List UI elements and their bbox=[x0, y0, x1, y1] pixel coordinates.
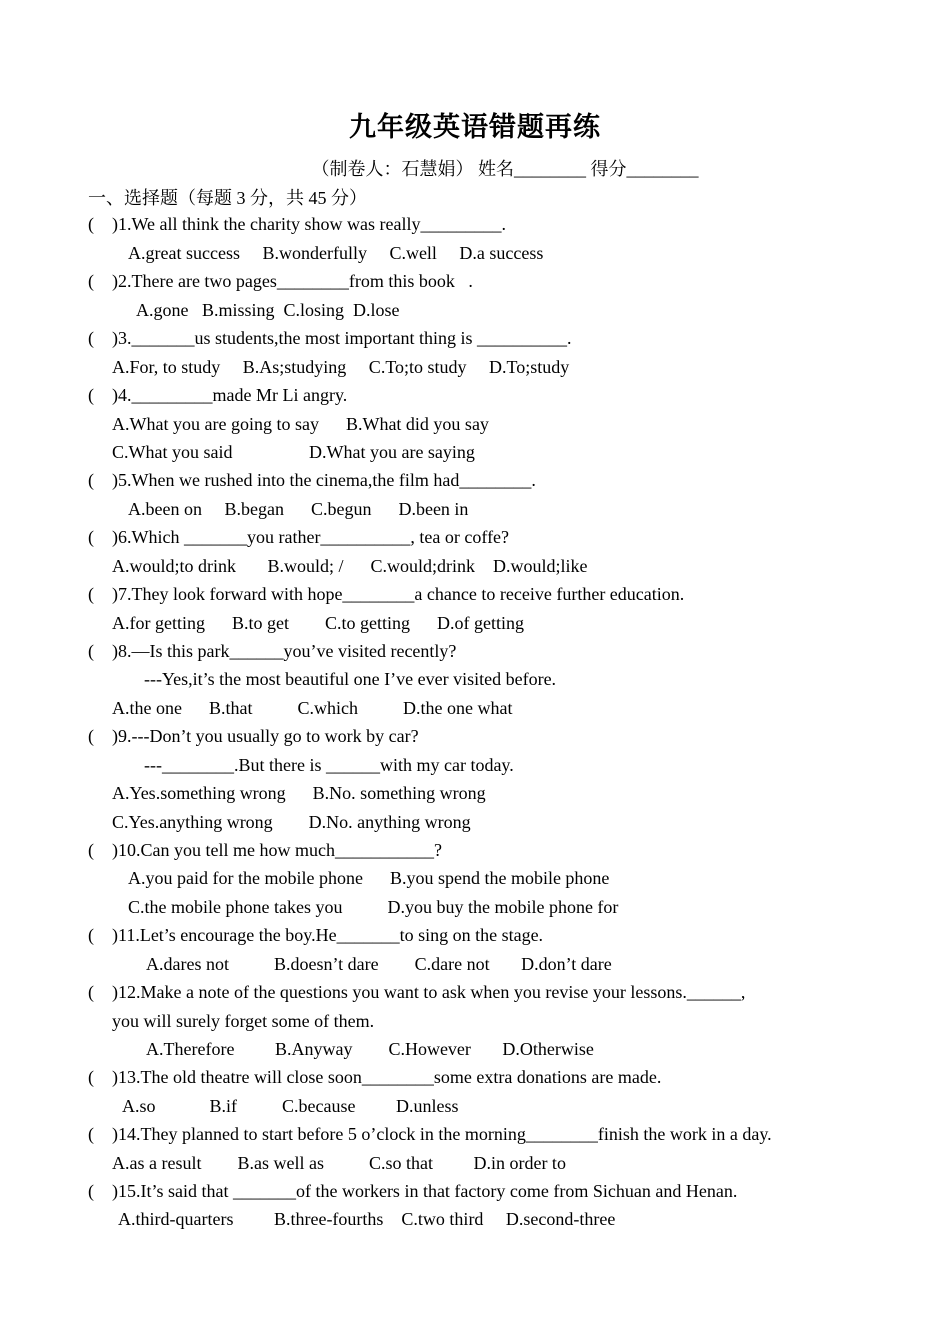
options-4b: C.What you said D.What you are saying bbox=[112, 442, 475, 462]
options-6: A.would;to drink B.would; / C.would;drink D.would;like bbox=[112, 556, 588, 576]
question-3: ( )3._______us students,the most important thing is __________. bbox=[88, 328, 572, 348]
options-9b: C.Yes.anything wrong D.No. anything wrong bbox=[112, 812, 471, 832]
question-5: ( )5.When we rushed into the cinema,the film had________. bbox=[88, 470, 536, 490]
question-4: ( )4._________made Mr Li angry. bbox=[88, 385, 348, 405]
question-9-reply: ---________.But there is ______with my car today. bbox=[144, 755, 514, 775]
options-10b: C.the mobile phone takes you D.you buy the mobile phone for bbox=[128, 897, 619, 917]
question-14: ( )14.They planned to start before 5 o’clock in the morning________finish the work in a day. bbox=[88, 1124, 772, 1144]
question-11: ( )11.Let’s encourage the boy.He_______to sing on the stage. bbox=[88, 925, 544, 945]
subtitle-name-score: （制卷人：石慧娟） 姓名________ 得分________ bbox=[311, 159, 699, 179]
question-6: ( )6.Which _______you rather__________, tea or coffe? bbox=[88, 527, 510, 547]
question-8-reply: ---Yes,it’s the most beautiful one I’ve ever visited before. bbox=[144, 669, 557, 689]
options-4a: A.What you are going to say B.What did you say bbox=[112, 414, 489, 434]
question-7: ( )7.They look forward with hope________a chance to receive further education. bbox=[88, 584, 685, 604]
question-15: ( )15.It’s said that _______of the workers in that factory come from Sichuan and Henan. bbox=[88, 1181, 738, 1201]
question-12-cont: you will surely forget some of them. bbox=[112, 1011, 375, 1031]
question-9: ( )9.---Don’t you usually go to work by car? bbox=[88, 726, 419, 746]
question-10: ( )10.Can you tell me how much___________? bbox=[88, 840, 442, 860]
options-3: A.For, to study B.As;studying C.To;to study D.To;study bbox=[112, 357, 570, 377]
options-2: A.gone B.missing C.losing D.lose bbox=[136, 300, 400, 320]
options-11: A.dares not B.doesn’t dare C.dare not D.don’t dare bbox=[146, 954, 612, 974]
options-1: A.great success B.wonderfully C.well D.a success bbox=[128, 243, 544, 263]
options-9a: A.Yes.something wrong B.No. something wrong bbox=[112, 783, 486, 803]
options-7: A.for getting B.to get C.to getting D.of getting bbox=[112, 613, 524, 633]
question-8: ( )8.—Is this park______you’ve visited recently? bbox=[88, 641, 457, 661]
options-5: A.been on B.began C.begun D.been in bbox=[128, 499, 469, 519]
question-13: ( )13.The old theatre will close soon________some extra donations are made. bbox=[88, 1067, 662, 1087]
options-8: A.the one B.that C.which D.the one what bbox=[112, 698, 513, 718]
options-12: A.Therefore B.Anyway C.However D.Otherwise bbox=[146, 1039, 594, 1059]
question-1: ( )1.We all think the charity show was really_________. bbox=[88, 214, 506, 234]
page-title: 九年级英语错题再练 bbox=[349, 112, 601, 143]
question-2: ( )2.There are two pages________from this book . bbox=[88, 271, 473, 291]
section-heading: 一、选择题（每题 3 分，共 45 分） bbox=[88, 188, 367, 208]
options-10a: A.you paid for the mobile phone B.you spend the mobile phone bbox=[128, 868, 610, 888]
options-15: A.third-quarters B.three-fourths C.two third D.second-three bbox=[118, 1209, 616, 1229]
question-12: ( )12.Make a note of the questions you want to ask when you revise your lessons.______, bbox=[88, 982, 746, 1002]
options-13: A.so B.if C.because D.unless bbox=[122, 1096, 459, 1116]
options-14: A.as a result B.as well as C.so that D.in order to bbox=[112, 1153, 566, 1173]
